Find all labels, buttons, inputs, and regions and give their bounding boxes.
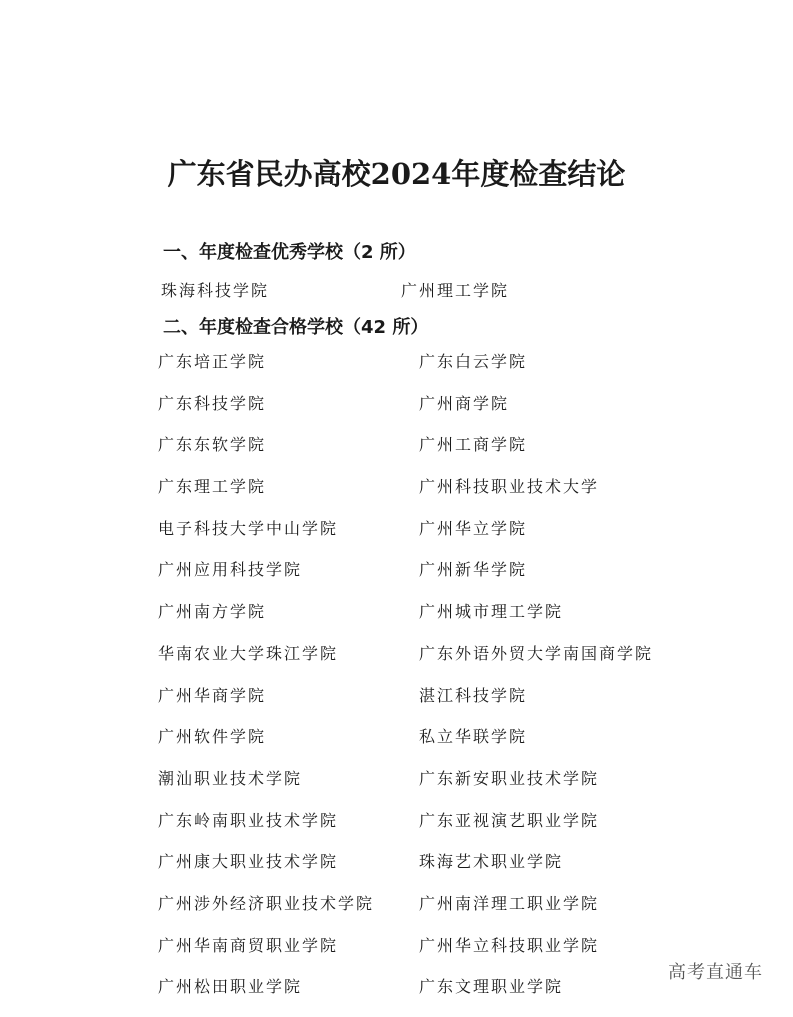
list-item xyxy=(0,642,793,684)
list-item xyxy=(0,892,793,934)
excellent-schools-row xyxy=(0,279,793,305)
school-name: 广东亚视演艺职业学院 xyxy=(419,810,600,830)
list-item xyxy=(0,392,793,434)
school-name: 广东科技学院 xyxy=(158,393,267,413)
school-name: 广东白云学院 xyxy=(419,352,528,371)
list-item xyxy=(0,433,793,475)
section-heading-excellent: 一、年度检查优秀学校（2 所） xyxy=(163,242,416,263)
school-name: 广东岭南职业技术学院 xyxy=(158,810,339,830)
school-name: 潮汕职业技术学院 xyxy=(158,768,303,788)
list-item xyxy=(0,558,793,600)
school-name: 广州科技职业技术大学 xyxy=(419,477,600,497)
school-name: 广州康大职业技术学院 xyxy=(158,852,339,872)
school-name: 广东培正学院 xyxy=(158,352,267,371)
school-name: 私立华联学院 xyxy=(419,727,528,747)
school-name: 珠海科技学院 xyxy=(161,281,270,300)
school-name: 广州华立科技职业学院 xyxy=(419,935,600,955)
school-name: 广州华南商贸职业学院 xyxy=(158,935,339,955)
list-item xyxy=(0,684,793,726)
school-name: 广州工商学院 xyxy=(419,435,528,455)
school-name: 广州软件学院 xyxy=(158,727,267,747)
school-name: 华南农业大学珠江学院 xyxy=(158,643,339,663)
school-name: 广州城市理工学院 xyxy=(419,602,564,622)
school-name: 珠海艺术职业学院 xyxy=(419,852,564,872)
school-name: 广州华商学院 xyxy=(158,685,267,705)
school-name: 广州理工学院 xyxy=(401,281,510,300)
school-name: 广东理工学院 xyxy=(158,477,267,497)
school-name: 广州涉外经济职业技术学院 xyxy=(158,893,375,913)
list-item xyxy=(0,725,793,767)
school-name: 广州商学院 xyxy=(419,393,510,413)
list-item xyxy=(0,517,793,559)
school-name: 广州南方学院 xyxy=(158,602,267,622)
section-heading-qualified: 二、年度检查合格学校（42 所） xyxy=(163,317,429,338)
school-name: 广州华立学院 xyxy=(419,518,528,538)
school-name: 广东外语外贸大学南国商学院 xyxy=(419,643,654,663)
school-name: 广东东软学院 xyxy=(158,435,267,455)
school-name: 广州应用科技学院 xyxy=(158,560,303,580)
list-item xyxy=(0,767,793,809)
school-name: 广州松田职业学院 xyxy=(158,977,303,997)
qualified-schools-list xyxy=(0,350,793,1017)
school-name: 广东文理职业学院 xyxy=(419,977,564,997)
list-item xyxy=(0,600,793,642)
school-name: 广州南洋理工职业学院 xyxy=(419,893,600,913)
list-item xyxy=(0,350,793,392)
list-item xyxy=(0,809,793,851)
school-name: 广州新华学院 xyxy=(419,560,528,580)
watermark: 高考直通车 xyxy=(668,962,763,983)
list-item xyxy=(0,475,793,517)
list-item xyxy=(0,850,793,892)
school-name: 电子科技大学中山学院 xyxy=(158,518,339,538)
school-name: 湛江科技学院 xyxy=(419,685,528,705)
school-name: 广东新安职业技术学院 xyxy=(419,768,600,788)
page-title: 广东省民办高校2024年度检查结论 xyxy=(167,157,626,191)
